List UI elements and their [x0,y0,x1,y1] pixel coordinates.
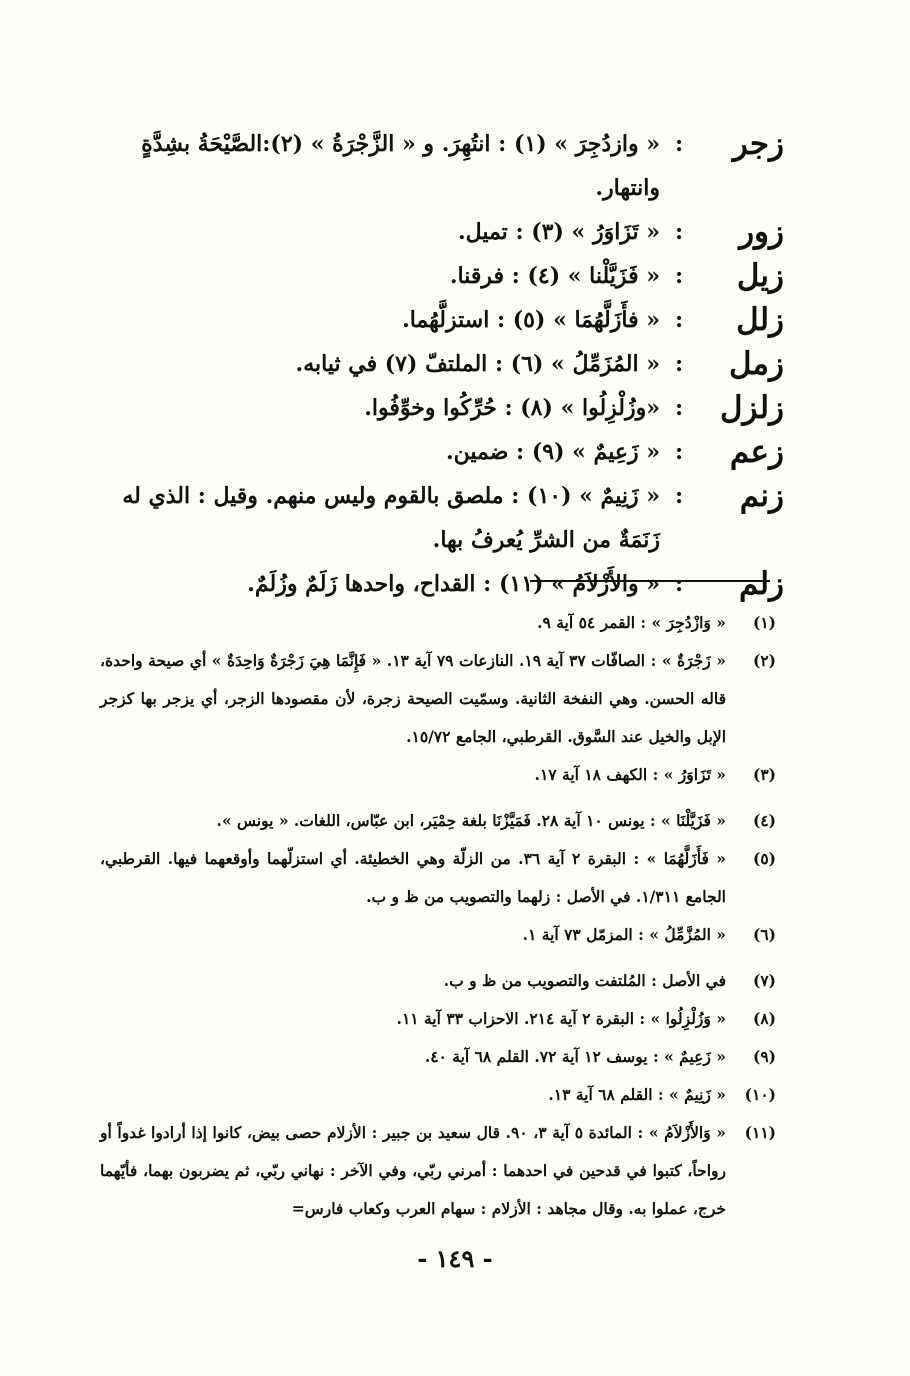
footnote-number: (٦) [752,925,776,944]
footnote [100,1114,776,1228]
entry-colon: : [674,351,684,377]
glossary-entry [100,562,784,606]
footnotes [100,604,776,1228]
footnote [100,916,776,954]
footnote-text: « تَزَاوَرُ » : الكهف ١٨ آية ١٧. [534,765,726,784]
entry-colon: : [674,219,684,245]
entry-colon: : [674,131,684,157]
page-number: - ١٤٩ - [417,1244,493,1273]
footnote [100,962,776,1000]
entry-definition: « زَنِيمٌ » (١٠) : ملصق بالقوم وليس منهم. وقيل : الذي له زَنَمَةٌ من الشرِّ يُعرفُ بها. [122,483,660,553]
entry-definition: « زَعِيمٌ » (٩) : ضمين. [445,439,660,465]
glossary-entry [100,254,784,298]
footnote-text: في الأصل : المُلتفت والتصويب من ظ و ب. [443,971,726,990]
entry-definition: «وزُلْزِلُوا » (٨) : حُرِّكُوا وخوِّفُوا. [364,395,660,421]
footnote-divider [530,580,770,582]
entry-root: زمل [728,346,784,382]
footnote-number: (٧) [752,971,776,990]
footnote-number: (١) [752,613,776,632]
entry-root: زلل [736,302,784,338]
footnote [100,1000,776,1038]
footnote [100,840,776,916]
footnote-number: (٤) [752,811,776,830]
glossary-entry [100,122,784,210]
footnote-text: « زَجْرَةٌ » : الصافّات ٣٧ آية ١٩. النازعات ٧٩ آية ١٣. « فَإِنَّمَا هِيَ زَجْرَةٌ وَاحِدَةٌ » أي صيحة واحدة، قاله الحسن. وهي النفخة الثانية. وسمّيت الصيحة زجرة، لأن مقصودها الزجر، أي يزجر بها كزجر الإبل والخيل عند السَّوق. القرطبي، الجامع ١٥/٧٢. [100,651,726,746]
entry-definition: « فأَزَلَّهُمَا » (٥) : استزلَّهُما. [402,307,660,333]
entry-colon: : [674,571,684,597]
entry-colon: : [674,395,684,421]
footnote-text: « زَنِيمٌ » : القلم ٦٨ آية ١٣. [548,1085,726,1104]
entry-definition: « وازدُجِرَ » (١) : انتُهِرَ. و « الزَّجْرَةُ » (٢):الصَّيْحَةُ بشِدَّةٍ وانتهار. [141,131,660,201]
entry-definition: « تَزَاوَرُ » (٣) : تميل. [458,219,660,245]
glossary-entry [100,342,784,386]
entry-root: زلم [738,566,784,602]
footnote-number: (٣) [752,765,776,784]
footnote [100,802,776,840]
entry-root: زور [739,214,784,250]
entry-root: زجر [732,126,784,162]
entry-root: زعم [729,434,784,470]
footnote-text: « فَزَيَّلْنَا » : يونس ١٠ آية ٢٨. فَمَيَّزْنَا بلغة حِمْيَر، ابن عبّاس، اللغات. « يونس ». [216,811,726,830]
entry-colon: : [674,307,684,333]
entry-definition: « فَزَيَّلْنا » (٤) : فرقنا. [449,263,660,289]
footnote-text: « وَازْدُجِرَ » : القمر ٥٤ آية ٩. [537,613,726,632]
footnote-number: (١٠) [744,1085,776,1104]
entry-root: زلزل [719,390,784,426]
entry-colon: : [674,439,684,465]
entry-colon: : [674,263,684,289]
footnote-text: « وَالأَزْلاَمُ » : المائدة ٥ آية ٣، ٩٠. قال سعيد بن جبير : الأزلام حصى بيض، كانوا إذا أرادوا غدواً أو رواحاً، كتبوا في قدحين في احدهما : أمرني ربّي، وفي الآخر : نهاني ربّي، ثم يضربون بهما، فأيّهما خرج، عملوا به. وقال مجاهد : الأزلام : سهام العرب وكعاب فارس= [100,1123,726,1218]
footnote [100,642,776,756]
footnote-number: (١١) [744,1123,776,1142]
footnote [100,604,776,642]
footnote-number: (٥) [752,849,776,868]
footnote [100,756,776,794]
glossary-entry [100,474,784,562]
footnote-number: (٨) [752,1009,776,1028]
entry-definition: « والأَزْلاَمُ » (١١) : القداح، واحدها زَلَمٌ وزُلَمٌ. [247,571,660,597]
footnote-spacer [100,794,776,802]
footnote-text: « وَزُلْزِلُوا » : البقرة ٢ آية ٢١٤. الاحزاب ٣٣ آية ١١. [396,1009,726,1028]
footnote-text: « فَأَزَلَّهُمَا » : البقرة ٢ آية ٣٦. من الزلّة وهي الخطيئة. أي استزلّهما وأوقعهما فيها. القرطبي، الجامع ١/٣١١. في الأصل : زلهما والتصويب من ظ و ب. [100,849,726,906]
glossary-entry [100,386,784,430]
footnote-text: « زَعِيمٌ » : يوسف ١٢ آية ٧٢. القلم ٦٨ آية ٤٠. [424,1047,726,1066]
footnote-text: « المُزَّمِّلُ » : المزمّل ٧٣ آية ١. [522,925,726,944]
entry-colon: : [674,483,684,509]
entry-root: زنم [739,478,784,514]
footnote [100,1076,776,1114]
entry-root: زيل [736,258,784,294]
footnote [100,1038,776,1076]
glossary-entry [100,210,784,254]
footnote-number: (٢) [752,651,776,670]
glossary-entries [100,122,784,606]
entry-definition: « المُزَمِّلُ » (٦) : الملتفّ (٧) في ثيابه. [295,351,660,377]
footnote-number: (٩) [752,1047,776,1066]
footnote-spacer [100,954,776,962]
glossary-entry [100,298,784,342]
glossary-entry [100,430,784,474]
